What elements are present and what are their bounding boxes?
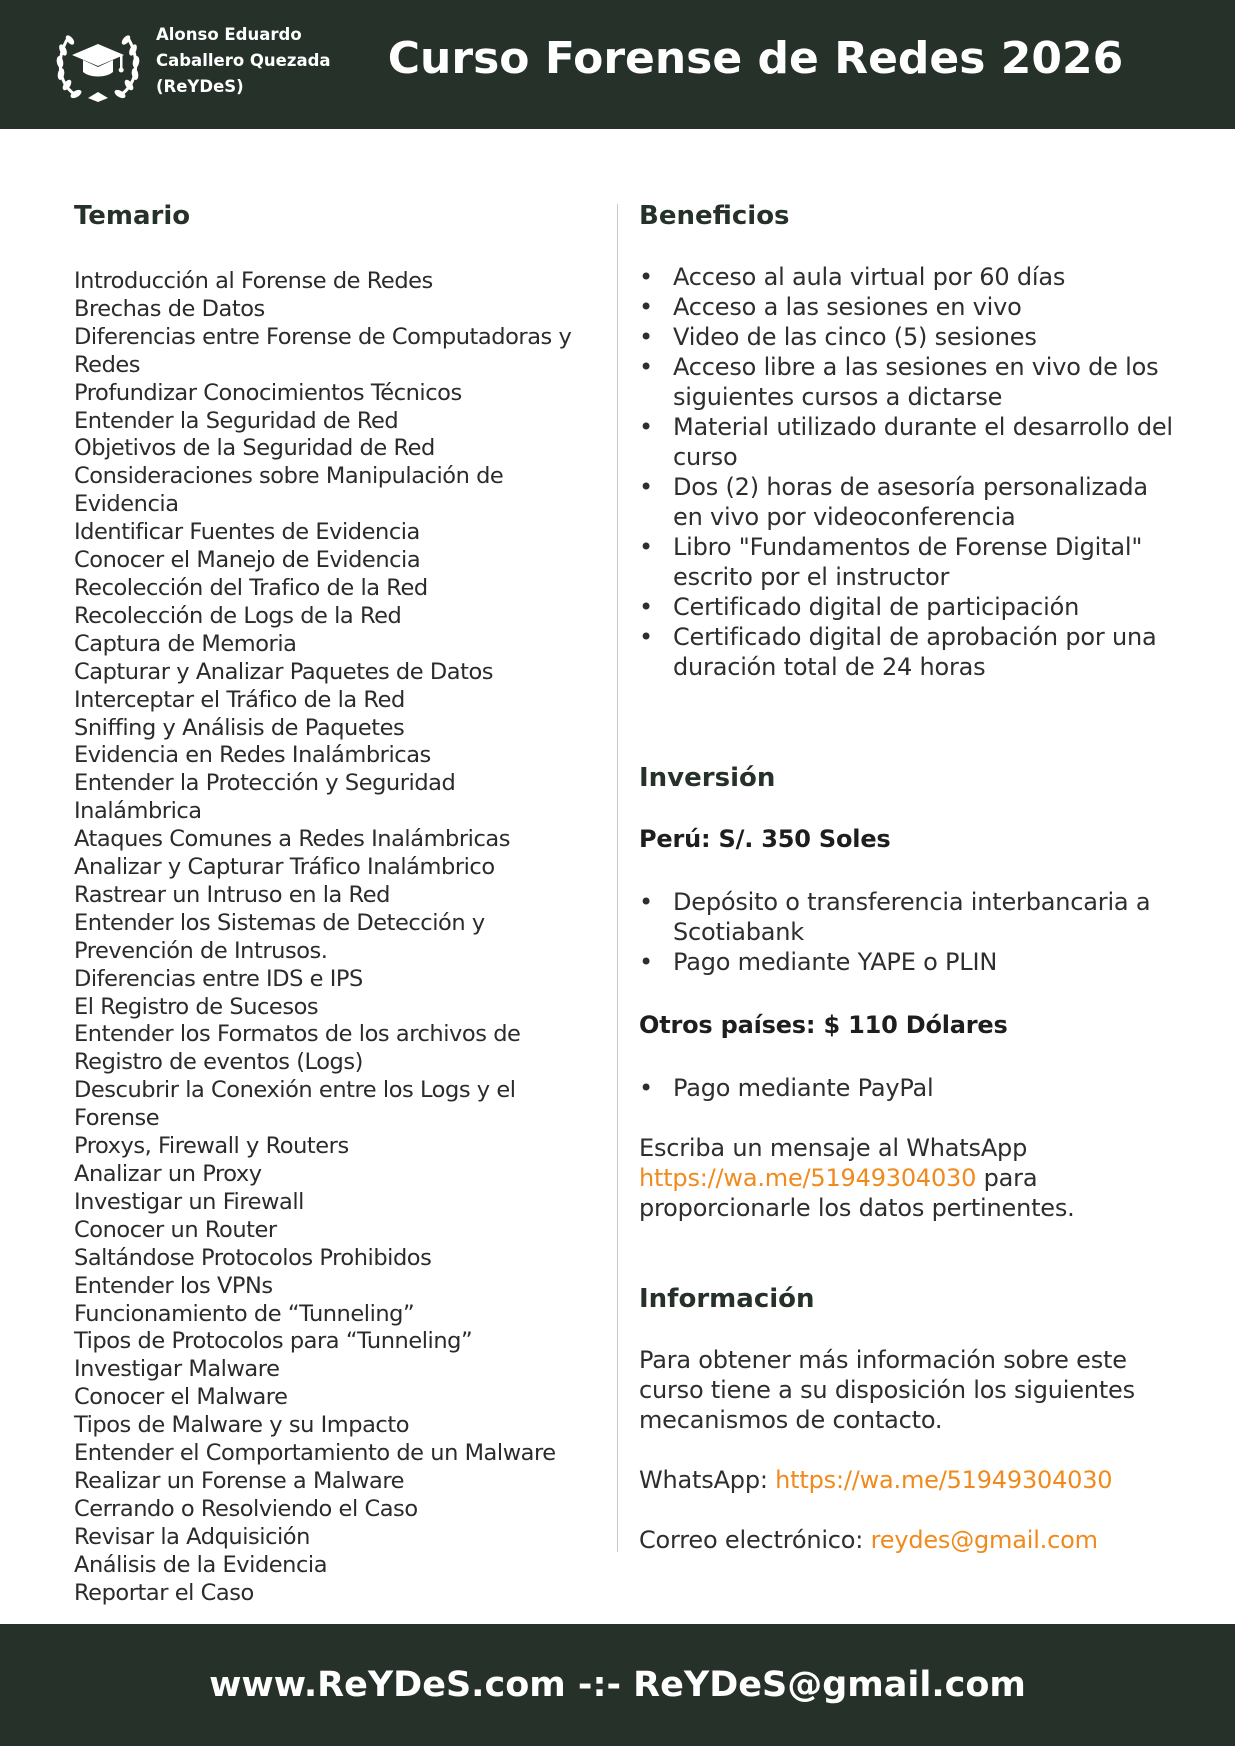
temario-item: Analizar y Capturar Tráfico Inalámbrico [74,854,495,881]
temario-item: Tipos de Protocolos para “Tunneling” [74,1328,473,1355]
temario-section [74,200,604,1608]
temario-item: Rastrear un Intruso en la Red [74,881,390,908]
temario-item: Proxys, Firewall y Routers [74,1133,349,1160]
temario-item: Entender la Seguridad de Red [74,407,399,434]
temario-item: Tipos de Malware y su Impacto [74,1412,410,1439]
right-column [639,200,1179,1555]
temario-item: Saltándose Protocolos Prohibidos [74,1244,432,1271]
inversion-section [639,762,1179,1223]
temario-item: Profundizar Conocimientos Técnicos [74,379,462,406]
temario-item: Registro de eventos (Logs) [74,1049,363,1076]
temario-item: Entender los Sistemas de Detección y [74,909,485,936]
temario-item: Cerrando o Resolviendo el Caso [74,1495,418,1522]
temario-item: Forense [74,1105,160,1132]
temario-item: Introducción al Forense de Redes [74,268,433,294]
temario-item: Conocer el Malware [74,1384,288,1411]
temario-item: Recolección de Logs de la Red [74,602,402,629]
payment-method-item: • Depósito o transferencia interbancaria a Scotiabank [639,887,1179,947]
temario-item: Interceptar el Tráfico de la Red [74,686,405,713]
footer-banner [0,1624,1235,1746]
informacion-heading: Información [639,1284,815,1314]
temario-item: Entender la Protección y Seguridad [74,770,456,797]
whatsapp-message [639,1133,1179,1223]
temario-item: Redes [74,351,141,378]
whatsapp-contact-link[interactable]: https://wa.me/51949304030 [775,1466,1113,1494]
peru-payment-methods [639,887,1179,977]
temario-item: Diferencias entre Forense de Computadoras y [74,323,572,350]
temario-item: Revisar la Adquisición [74,1523,310,1550]
beneficio-item: • Acceso libre a las sesiones en vivo de los siguientes cursos a dictarse [639,352,1179,412]
payment-method-item: • Pago mediante PayPal [639,1073,1179,1103]
peru-price: Perú: S/. 350 Soles [639,825,891,853]
column-divider [617,204,618,1552]
author-line-2: Caballero Quezada [156,51,331,70]
informacion-section [639,1283,1179,1555]
temario-item: Captura de Memoria [74,630,297,657]
temario-item: Funcionamiento de “Tunneling” [74,1300,415,1327]
temario-item: Análisis de la Evidencia [74,1551,328,1578]
temario-item: Entender el Comportamiento de un Malware [74,1440,556,1467]
beneficio-item: • Material utilizado durante el desarrollo del curso [639,412,1179,472]
inversion-heading: Inversión [639,763,776,793]
temario-item: Entender los VPNs [74,1272,273,1299]
graduation-cap-laurel-wreath-icon [54,22,142,106]
temario-item: Consideraciones sobre Manipulación de [74,463,504,490]
temario-item: Objetivos de la Seguridad de Red [74,435,435,462]
author-name [156,22,356,100]
footer-text: www.ReYDeS.com -:- ReYDeS@gmail.com [209,1665,1026,1705]
otros-payment-methods [639,1073,1179,1103]
temario-item: Prevención de Intrusos. [74,937,328,964]
email-contact [639,1525,1179,1555]
temario-item: Entender los Formatos de los archivos de [74,1021,521,1048]
beneficio-item: • Certificado digital de aprobación por una duración total de 24 horas [639,622,1179,682]
temario-item: Diferencias entre IDS e IPS [74,965,363,992]
whatsapp-label: WhatsApp: [639,1466,776,1494]
temario-item: Identificar Fuentes de Evidencia [74,519,420,546]
temario-heading: Temario [74,201,191,231]
page-title: Curso Forense de Redes 2026 [387,33,1124,84]
email-link[interactable]: reydes@gmail.com [870,1526,1098,1554]
temario-item: Evidencia en Redes Inalámbricas [74,742,431,769]
temario-item: Descubrir la Conexión entre los Logs y el [74,1077,516,1104]
temario-item: Ataques Comunes a Redes Inalámbricas [74,826,511,853]
temario-item: Evidencia [74,491,179,518]
temario-item: Conocer un Router [74,1216,277,1243]
author-line-1: Alonso Eduardo [156,25,302,44]
beneficios-section [639,200,1179,682]
temario-item: El Registro de Sucesos [74,993,319,1020]
whatsapp-message-tail: para proporcionarle los datos pertinentes. [639,1164,1075,1222]
beneficios-heading: Beneficios [639,201,790,231]
whatsapp-contact [639,1465,1179,1495]
temario-item: Conocer el Manejo de Evidencia [74,547,421,574]
informacion-intro: Para obtener más información sobre este curso tiene a su disposición los siguientes mecanismos de contacto. [639,1346,1135,1434]
temario-item: Capturar y Analizar Paquetes de Datos [74,658,494,685]
author-line-3: (ReYDeS) [156,77,244,96]
beneficio-item: • Libro "Fundamentos de Forense Digital" escrito por el instructor [639,532,1179,592]
temario-item: Inalámbrica [74,798,202,825]
beneficio-item: • Acceso a las sesiones en vivo [639,292,1179,322]
beneficio-item: • Dos (2) horas de asesoría personalizada en vivo por videoconferencia [639,472,1179,532]
temario-item: Brechas de Datos [74,295,265,322]
beneficio-item: • Certificado digital de participación [639,592,1179,622]
otros-paises-price: Otros países: $ 110 Dólares [639,1011,1008,1039]
temario-item: Analizar un Proxy [74,1161,262,1187]
beneficio-item: • Video de las cinco (5) sesiones [639,322,1179,352]
temario-item: Sniffing y Análisis de Paquetes [74,714,405,741]
temario-item: Investigar Malware [74,1356,280,1383]
temario-list [74,268,604,1608]
beneficios-list [639,262,1179,682]
beneficio-item: • Acceso al aula virtual por 60 días [639,262,1179,292]
temario-item: Reportar el Caso [74,1579,254,1606]
temario-item: Recolección del Trafico de la Red [74,574,428,601]
email-label: Correo electrónico: [639,1526,871,1554]
temario-item: Investigar un Firewall [74,1188,304,1215]
header-banner [0,0,1235,129]
temario-item: Realizar un Forense a Malware [74,1467,405,1494]
payment-method-item: • Pago mediante YAPE o PLIN [639,947,1179,977]
whatsapp-link[interactable]: https://wa.me/51949304030 [639,1164,977,1192]
whatsapp-message-text: Escriba un mensaje al WhatsApp [639,1134,1028,1162]
